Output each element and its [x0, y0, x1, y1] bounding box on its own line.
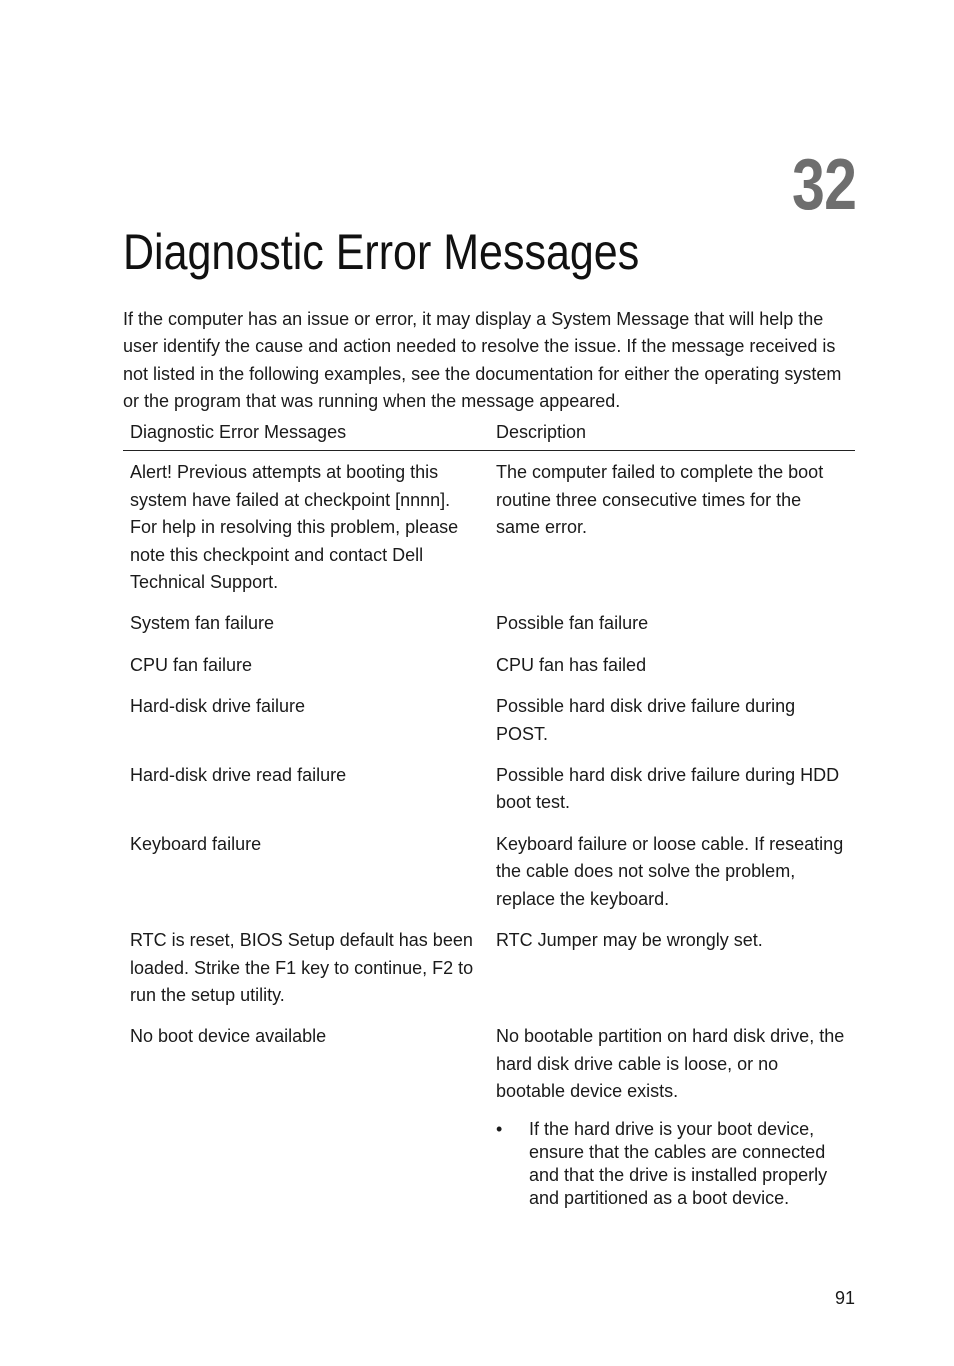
description-cell: Possible fan failure: [496, 613, 649, 634]
page-number: 91: [834, 1288, 855, 1308]
table-row: [123, 451, 855, 611]
table-row: [123, 652, 855, 693]
description-cell: Possible hard disk drive failure during POST.: [496, 696, 796, 744]
error-message-cell: Keyboard failure: [130, 833, 262, 854]
error-message-cell: No boot device available: [130, 1026, 327, 1047]
description-cell: Possible hard disk drive failure during HDD boot test.: [496, 765, 840, 813]
chapter-number: 32: [791, 145, 856, 225]
table-row: [123, 1023, 855, 1223]
error-message-cell: CPU fan failure: [130, 654, 253, 675]
intro-paragraph: If the computer has an issue or error, it may display a System Message that will help the user identify the cause and action needed to resolve the issue. If the message received is not listed in the following examples, see the documentation for either the operating system or the program that was running when the message appeared.: [123, 309, 842, 412]
error-message-cell: Alert! Previous attempts at booting this system have failed at checkpoint [nnnn]. For help in resolving this problem, please note this checkpoint and contact Dell Technical Support.: [130, 462, 459, 593]
description-text: No bootable partition on hard disk drive, the hard disk drive cable is loose, or no bootable device exists.: [496, 1026, 845, 1102]
description-cell: The computer failed to complete the boot routine three consecutive times for the same error.: [496, 462, 824, 538]
table-row: [123, 610, 855, 651]
table-row: [123, 927, 855, 1023]
error-message-cell: System fan failure: [130, 613, 275, 634]
bullet-icon: •: [496, 1118, 503, 1139]
error-message-cell: Hard-disk drive read failure: [130, 765, 347, 786]
description-cell: RTC Jumper may be wrongly set.: [496, 930, 763, 951]
column-header-description: Description: [489, 419, 855, 451]
table-row: [123, 762, 855, 831]
bullet-list: [496, 1118, 848, 1210]
page-title: Diagnostic Error Messages: [123, 224, 640, 280]
table-header-row: [123, 419, 855, 451]
error-message-cell: RTC is reset, BIOS Setup default has been loaded. Strike the F1 key to continue, F2 to run the setup utility.: [130, 930, 474, 1005]
list-item: [496, 1118, 848, 1210]
list-item-text: If the hard drive is your boot device, ensure that the cables are connected and that the drive is installed properly and partitioned as a boot device.: [529, 1118, 828, 1208]
description-cell: Keyboard failure or loose cable. If reseating the cable does not solve the problem, replace the keyboard.: [496, 833, 844, 909]
error-messages-table: [123, 419, 855, 1224]
table-row: [123, 693, 855, 762]
description-cell: [489, 1023, 855, 1223]
column-header-messages: Diagnostic Error Messages: [123, 419, 489, 451]
description-cell: CPU fan has failed: [496, 654, 647, 675]
table-row: [123, 831, 855, 927]
error-message-cell: Hard-disk drive failure: [130, 696, 306, 717]
